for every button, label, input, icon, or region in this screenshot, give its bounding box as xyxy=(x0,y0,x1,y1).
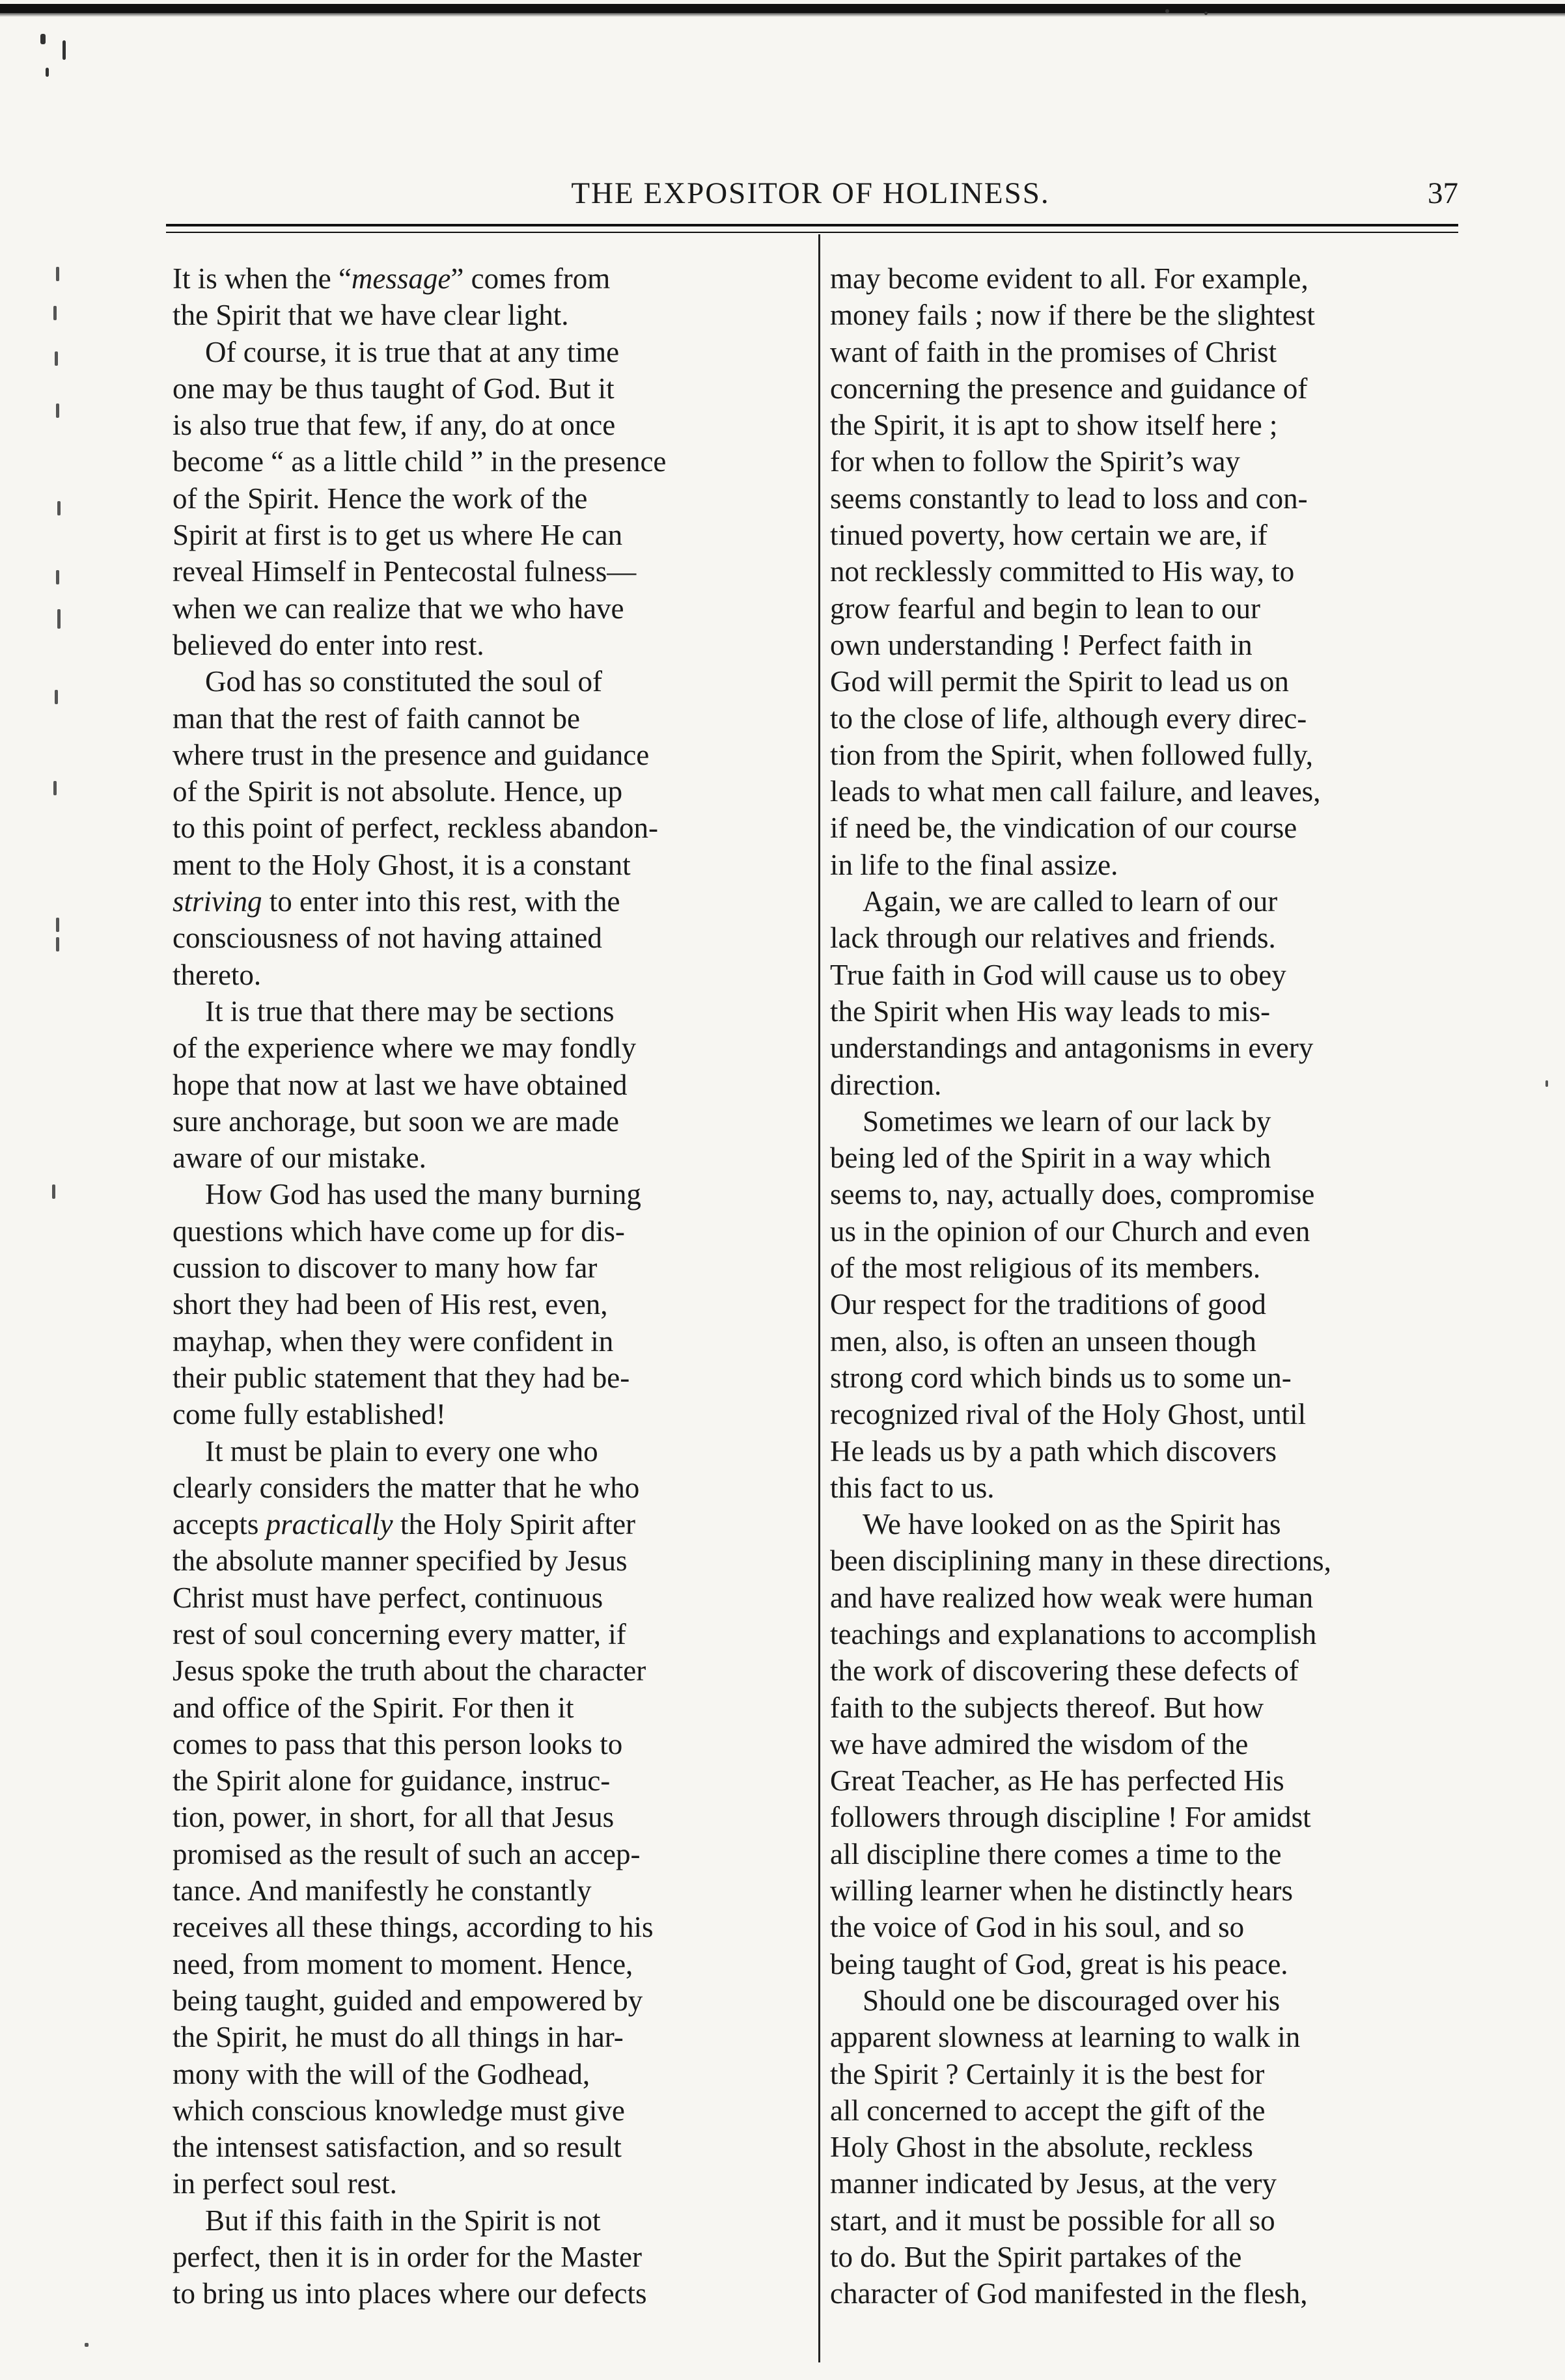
text-line: God will permit the Spirit to lead us on xyxy=(830,665,1289,698)
text-line: character of God manifested in the flesh, xyxy=(830,2277,1308,2310)
text-line: we have admired the wisdom of the xyxy=(830,1727,1249,1760)
text-line: We have looked on as the Spirit has xyxy=(863,1508,1281,1541)
text-line: ment to the Holy Ghost, it is a constant xyxy=(173,848,631,881)
text-line: this fact to us. xyxy=(830,1471,995,1504)
text-line: seems constantly to lead to loss and con- xyxy=(830,482,1308,515)
text-line: comes to pass that this person looks to xyxy=(173,1727,623,1760)
text-line: promised as the result of such an accep- xyxy=(173,1837,641,1870)
text-line: Should one be discouraged over his xyxy=(863,1984,1281,2017)
text-line: being taught, guided and empowered by xyxy=(173,1984,643,2017)
text-line: the Spirit ? Certainly it is the best for xyxy=(830,2057,1265,2090)
paragraph xyxy=(173,334,799,664)
text-line: the absolute manner specified by Jesus xyxy=(173,1544,628,1578)
text-line: tance. And manifestly he constantly xyxy=(173,1874,592,1908)
text-line: the Spirit that we have clear light. xyxy=(173,299,569,332)
text-line: striving to enter into this rest, with the xyxy=(173,885,620,918)
text-line: manner indicated by Jesus, at the very xyxy=(830,2167,1277,2200)
text-line: lack through our relatives and friends. xyxy=(830,922,1276,955)
text-line: which conscious knowledge must give xyxy=(173,2094,625,2127)
text-line: Spirit at first is to get us where He can xyxy=(173,519,623,552)
text-line: the Spirit alone for guidance, instruc- xyxy=(173,1764,611,1798)
text-line: when we can realize that we who have xyxy=(173,592,624,625)
text-line: to the close of life, although every direc- xyxy=(830,702,1307,735)
text-line: the intensest satisfaction, and so result xyxy=(173,2131,622,2164)
text-line: Christ must have perfect, continuous xyxy=(173,1581,603,1614)
text-line: to do. But the Spirit partakes of the xyxy=(830,2241,1242,2274)
text-line: aware of our mistake. xyxy=(173,1142,426,1175)
right-column xyxy=(830,260,1456,2356)
text-line: But if this faith in the Spirit is not xyxy=(205,2204,601,2237)
text-line: concerning the presence and guidance of xyxy=(830,372,1308,405)
text-line: being taught of God, great is his peace. xyxy=(830,1947,1288,1980)
text-line: grow fearful and begin to lean to our xyxy=(830,592,1261,625)
text-line: recognized rival of the Holy Ghost, until xyxy=(830,1398,1307,1431)
text-line: the work of discovering these defects of xyxy=(830,1654,1299,1688)
header-rule-thick xyxy=(166,224,1458,226)
paragraph xyxy=(173,260,799,334)
paragraph xyxy=(830,1982,1456,2312)
text-line: to this point of perfect, reckless abandon- xyxy=(173,812,659,845)
text-line: hope that now at last we have obtained xyxy=(173,1068,628,1101)
text-line: tion, power, in short, for all that Jesus xyxy=(173,1801,615,1834)
text-line: come fully established! xyxy=(173,1398,446,1431)
paragraph xyxy=(830,1506,1456,1982)
page-header xyxy=(163,171,1458,216)
text-line: where trust in the presence and guidance xyxy=(173,738,650,771)
text-line: not recklessly committed to His way, to xyxy=(830,555,1295,588)
text-line: is also true that few, if any, do at once xyxy=(173,409,616,442)
text-line: God has so constituted the soul of xyxy=(205,665,602,698)
text-line: the Spirit, it is apt to show itself here ; xyxy=(830,409,1278,442)
text-line: the Spirit, he must do all things in har- xyxy=(173,2021,624,2054)
text-line: in perfect soul rest. xyxy=(173,2167,397,2200)
text-line: tinued poverty, how certain we are, if xyxy=(830,519,1267,552)
text-line: Great Teacher, as He has perfected His xyxy=(830,1764,1284,1798)
text-line: all discipline there comes a time to the xyxy=(830,1837,1282,1870)
text-line: Again, we are called to learn of our xyxy=(863,885,1278,918)
text-line: How God has used the many burning xyxy=(205,1178,641,1211)
text-line: accepts practically the Holy Spirit after xyxy=(173,1508,636,1541)
text-line: the voice of God in his soul, and so xyxy=(830,1911,1245,1944)
text-line: man that the rest of faith cannot be xyxy=(173,702,581,735)
text-line: for when to follow the Spirit’s way xyxy=(830,445,1240,478)
text-line: understandings and antagonisms in every xyxy=(830,1032,1314,1065)
text-line: of the Spirit is not absolute. Hence, up xyxy=(173,775,623,808)
text-line: rest of soul concerning every matter, if xyxy=(173,1617,626,1650)
text-line: and office of the Spirit. For then it xyxy=(173,1691,574,1724)
paragraph xyxy=(830,260,1456,883)
paragraph xyxy=(173,2202,799,2312)
text-line: money fails ; now if there be the slightest xyxy=(830,299,1315,332)
text-line: faith to the subjects thereof. But how xyxy=(830,1691,1264,1724)
text-line: one may be thus taught of God. But it xyxy=(173,372,615,405)
text-line: clearly considers the matter that he who xyxy=(173,1471,640,1504)
text-line: leads to what men call failure, and leaves, xyxy=(830,775,1321,808)
text-line: perfect, then it is in order for the Master xyxy=(173,2241,642,2274)
text-line: It is when the “message” comes from xyxy=(173,262,611,295)
text-line: seems to, nay, actually does, compromise xyxy=(830,1178,1315,1211)
text-line: mony with the will of the Godhead, xyxy=(173,2057,590,2090)
text-line: want of faith in the promises of Christ xyxy=(830,335,1277,368)
text-line: He leads us by a path which discovers xyxy=(830,1434,1277,1468)
text-line: direction. xyxy=(830,1068,942,1101)
text-line: of the experience where we may fondly xyxy=(173,1032,637,1065)
text-line: of the most religious of its members. xyxy=(830,1252,1261,1285)
text-line: teachings and explanations to accomplish xyxy=(830,1617,1317,1650)
text-line: if need be, the vindication of our course xyxy=(830,812,1297,845)
paragraph xyxy=(830,1103,1456,1506)
text-line: followers through discipline ! For amidst xyxy=(830,1801,1311,1834)
page-number: 37 xyxy=(1428,176,1458,210)
paragraph xyxy=(830,883,1456,1103)
text-line: being led of the Spirit in a way which xyxy=(830,1142,1271,1175)
text-line: tion from the Spirit, when followed fully, xyxy=(830,738,1313,771)
text-line: apparent slowness at learning to walk in xyxy=(830,2021,1301,2054)
text-line: Of course, it is true that at any time xyxy=(205,335,620,368)
text-line: Jesus spoke the truth about the character xyxy=(173,1654,646,1688)
running-title: THE EXPOSITOR OF HOLINESS. xyxy=(571,176,1050,210)
text-line: own understanding ! Perfect faith in xyxy=(830,628,1253,661)
text-line: Sometimes we learn of our lack by xyxy=(863,1104,1271,1138)
text-line: the Spirit when His way leads to mis- xyxy=(830,994,1271,1028)
text-line: cussion to discover to many how far xyxy=(173,1252,598,1285)
paragraph xyxy=(173,993,799,1176)
text-line: all concerned to accept the gift of the xyxy=(830,2094,1266,2127)
text-line: and have realized how weak were human xyxy=(830,1581,1314,1614)
text-line: willing learner when he distinctly hears xyxy=(830,1874,1294,1908)
text-line: sure anchorage, but soon we are made xyxy=(173,1104,619,1138)
text-line: Our respect for the traditions of good xyxy=(830,1288,1266,1321)
text-line: need, from moment to moment. Hence, xyxy=(173,1947,633,1980)
text-line: their public statement that they had be- xyxy=(173,1361,630,1394)
column-divider xyxy=(818,234,820,2362)
text-line: start, and it must be possible for all so xyxy=(830,2204,1275,2237)
text-line: consciousness of not having attained xyxy=(173,922,602,955)
top-scan-border xyxy=(0,4,1565,13)
text-line: may become evident to all. For example, xyxy=(830,262,1309,295)
text-line: strong cord which binds us to some un- xyxy=(830,1361,1292,1394)
text-line: of the Spirit. Hence the work of the xyxy=(173,482,588,515)
text-line: True faith in God will cause us to obey xyxy=(830,958,1286,991)
text-line: thereto. xyxy=(173,958,262,991)
paragraph xyxy=(173,1176,799,1432)
text-line: believed do enter into rest. xyxy=(173,628,484,661)
header-rule-thin xyxy=(166,232,1458,233)
text-line: to bring us into places where our defects xyxy=(173,2277,647,2310)
text-line: in life to the final assize. xyxy=(830,848,1118,881)
text-line: It is true that there may be sections xyxy=(205,994,615,1028)
text-line: It must be plain to every one who xyxy=(205,1434,598,1468)
text-line: reveal Himself in Pentecostal fulness— xyxy=(173,555,637,588)
text-line: been disciplining many in these directions, xyxy=(830,1544,1331,1578)
text-line: questions which have come up for dis- xyxy=(173,1214,625,1248)
text-line: short they had been of His rest, even, xyxy=(173,1288,608,1321)
paragraph xyxy=(173,663,799,993)
text-line: Holy Ghost in the absolute, reckless xyxy=(830,2131,1253,2164)
text-line: receives all these things, according to his xyxy=(173,1911,654,1944)
text-line: men, also, is often an unseen though xyxy=(830,1324,1256,1358)
text-line: mayhap, when they were confident in xyxy=(173,1324,614,1358)
text-line: us in the opinion of our Church and even xyxy=(830,1214,1310,1248)
top-scan-shadow xyxy=(0,13,1565,17)
text-line: become “ as a little child ” in the presence xyxy=(173,445,667,478)
paragraph xyxy=(173,1433,799,2202)
left-column xyxy=(173,260,799,2356)
